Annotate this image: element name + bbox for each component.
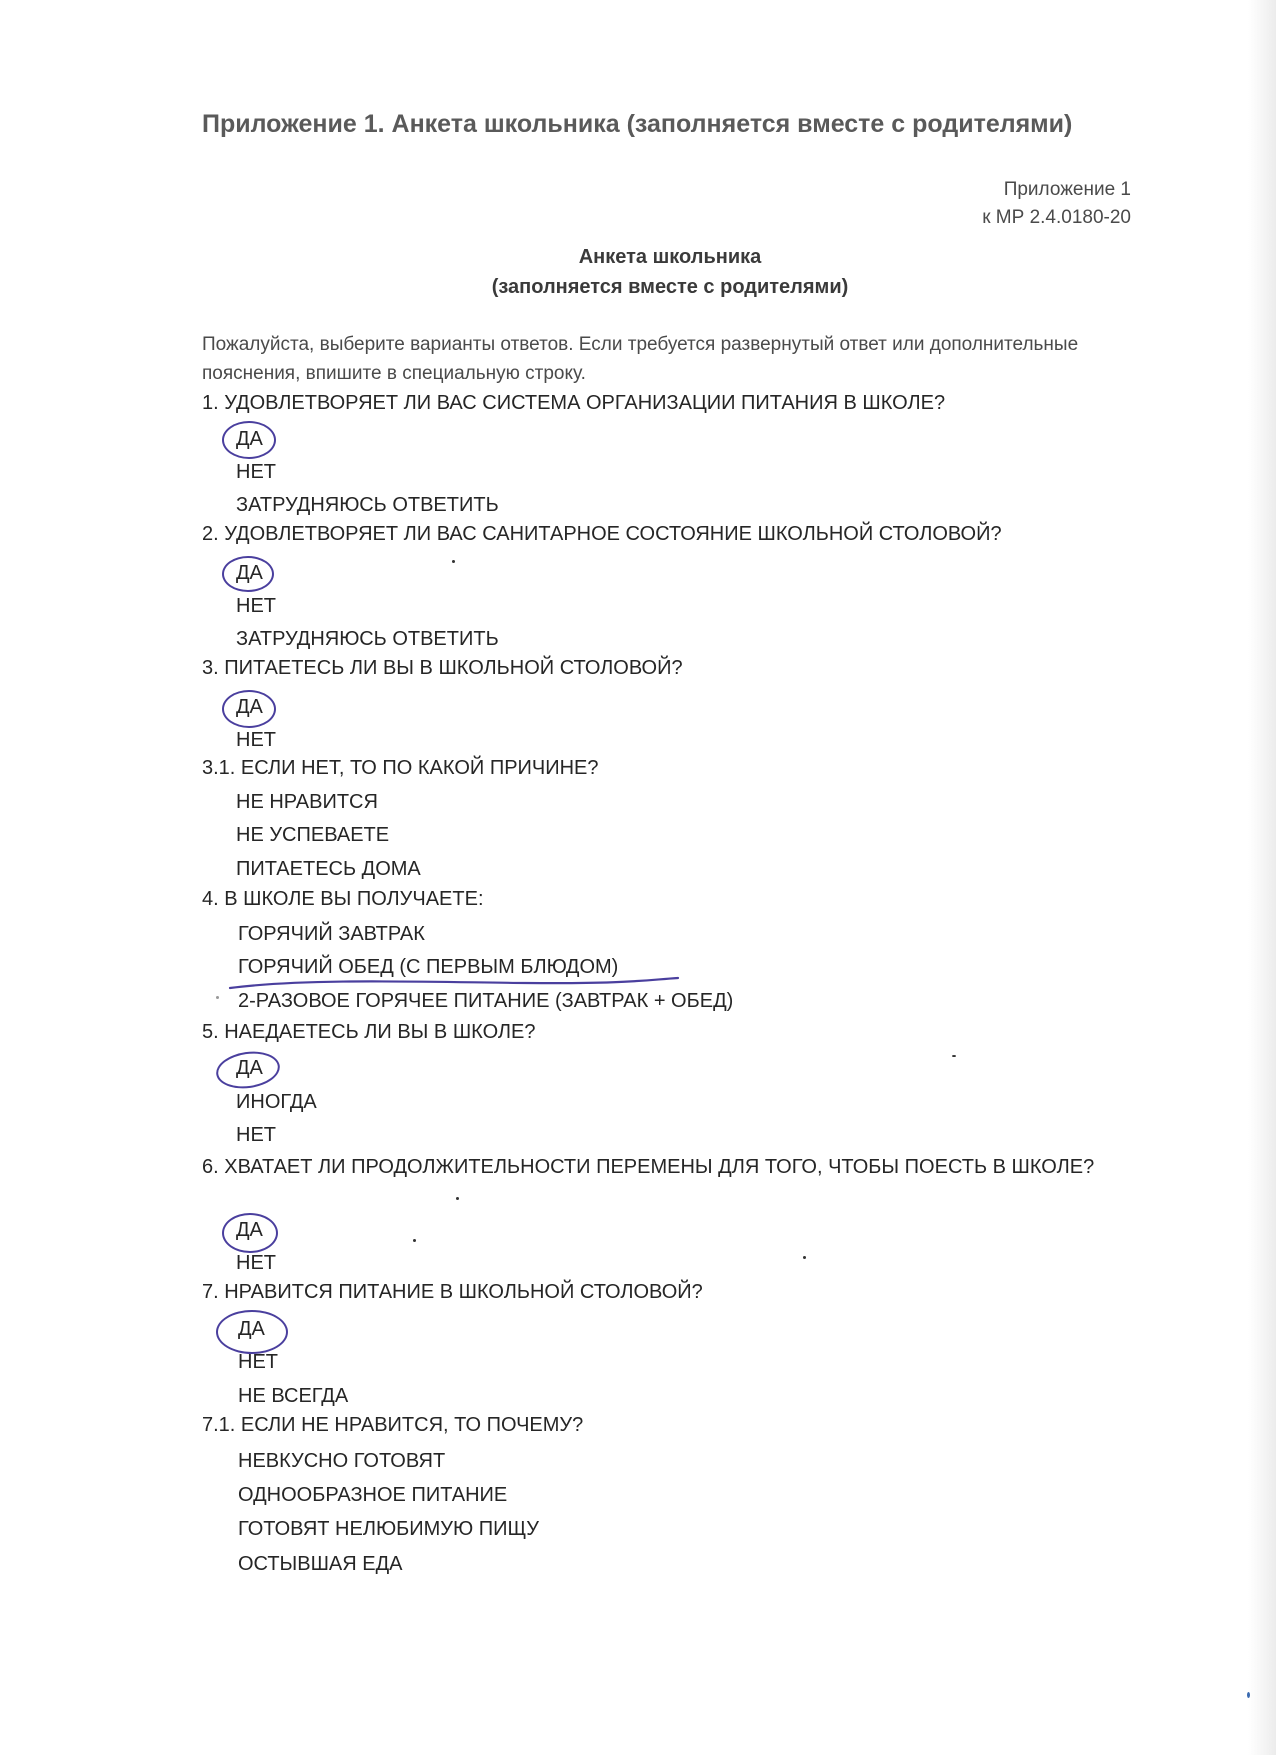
option-q1-no[interactable]: НЕТ (236, 461, 276, 483)
scan-speck (952, 1055, 956, 1057)
option-q7-1-tasteless[interactable]: НЕВКУСНО ГОТОВЯТ (238, 1450, 446, 1472)
option-q4-two-meals[interactable]: 2-РАЗОВОЕ ГОРЯЧЕЕ ПИТАНИЕ (ЗАВТРАК + ОБЕД) (238, 990, 734, 1012)
option-q7-1-monotonous[interactable]: ОДНООБРАЗНОЕ ПИТАНИЕ (238, 1484, 508, 1506)
option-q2-yes[interactable]: ДА (236, 562, 263, 584)
survey-subheading: (заполняется вместе с родителями) (491, 276, 849, 298)
option-q7-1-cold-food[interactable]: ОСТЫВШАЯ ЕДА (238, 1553, 403, 1575)
question-3-1: 3.1. ЕСЛИ НЕТ, ТО ПО КАКОЙ ПРИЧИНЕ? (202, 757, 599, 779)
scan-speck (452, 560, 455, 563)
option-q1-yes[interactable]: ДА (236, 428, 263, 450)
question-2: 2. УДОВЛЕТВОРЯЕТ ЛИ ВАС САНИТАРНОЕ СОСТОЯНИЕ ШКОЛЬНОЙ СТОЛОВОЙ? (202, 523, 1002, 545)
option-q6-no[interactable]: НЕТ (236, 1252, 276, 1274)
option-q7-1-disliked-food[interactable]: ГОТОВЯТ НЕЛЮБИМУЮ ПИЩУ (238, 1518, 539, 1540)
question-6: 6. ХВАТАЕТ ЛИ ПРОДОЛЖИТЕЛЬНОСТИ ПЕРЕМЕНЫ ДЛЯ ТОГО, ЧТОБЫ ПОЕСТЬ В ШКОЛЕ? (202, 1156, 1095, 1178)
annex-line-1: Приложение 1 (1003, 179, 1131, 200)
question-5: 5. НАЕДАЕТЕСЬ ЛИ ВЫ В ШКОЛЕ? (202, 1021, 536, 1043)
scan-speck (803, 1256, 806, 1259)
question-4: 4. В ШКОЛЕ ВЫ ПОЛУЧАЕТЕ: (202, 888, 484, 910)
option-q4-breakfast[interactable]: ГОРЯЧИЙ ЗАВТРАК (238, 923, 425, 945)
question-7: 7. НРАВИТСЯ ПИТАНИЕ В ШКОЛЬНОЙ СТОЛОВОЙ? (202, 1281, 703, 1303)
scan-speck (413, 1239, 416, 1242)
question-1: 1. УДОВЛЕТВОРЯЕТ ЛИ ВАС СИСТЕМА ОРГАНИЗАЦИИ ПИТАНИЯ В ШКОЛЕ? (202, 392, 946, 414)
option-q5-sometimes[interactable]: ИНОГДА (236, 1091, 317, 1113)
scan-speck (1247, 1692, 1250, 1698)
option-q3-1-no-time[interactable]: НЕ УСПЕВАЕТЕ (236, 824, 390, 846)
option-q3-1-dislike[interactable]: НЕ НРАВИТСЯ (236, 791, 378, 813)
option-q3-1-eat-home[interactable]: ПИТАЕТЕСЬ ДОМА (236, 858, 421, 880)
question-3: 3. ПИТАЕТЕСЬ ЛИ ВЫ В ШКОЛЬНОЙ СТОЛОВОЙ? (202, 657, 683, 679)
survey-heading: Анкета школьника (578, 246, 762, 268)
option-q7-not-always[interactable]: НЕ ВСЕГДА (238, 1385, 349, 1407)
option-q6-yes[interactable]: ДА (236, 1219, 263, 1241)
option-q2-unsure[interactable]: ЗАТРУДНЯЮСЬ ОТВЕТИТЬ (236, 628, 499, 650)
annex-reference (982, 176, 1131, 232)
question-7-1: 7.1. ЕСЛИ НЕ НРАВИТСЯ, ТО ПОЧЕМУ? (202, 1414, 584, 1436)
scan-speck (216, 996, 219, 999)
option-q2-no[interactable]: НЕТ (236, 595, 276, 617)
instructions-text: Пожалуйста, выберите варианты ответов. Если требуется развернутый ответ или дополнительные пояснения, впишите в специальную строку. (202, 334, 1079, 384)
option-q5-yes[interactable]: ДА (236, 1057, 263, 1079)
annex-line-2: к МР 2.4.0180-20 (982, 207, 1131, 228)
option-q5-no[interactable]: НЕТ (236, 1124, 276, 1146)
option-q7-yes[interactable]: ДА (238, 1318, 265, 1340)
scan-speck (456, 1197, 459, 1200)
document-title: Приложение 1. Анкета школьника (заполняется вместе с родителями) (202, 110, 1073, 138)
option-q7-no[interactable]: НЕТ (238, 1351, 278, 1373)
option-q1-unsure[interactable]: ЗАТРУДНЯЮСЬ ОТВЕТИТЬ (236, 494, 499, 516)
option-q3-yes[interactable]: ДА (236, 696, 263, 718)
option-q3-no[interactable]: НЕТ (236, 729, 276, 751)
option-q4-lunch[interactable]: ГОРЯЧИЙ ОБЕД (С ПЕРВЫМ БЛЮДОМ) (238, 956, 619, 978)
